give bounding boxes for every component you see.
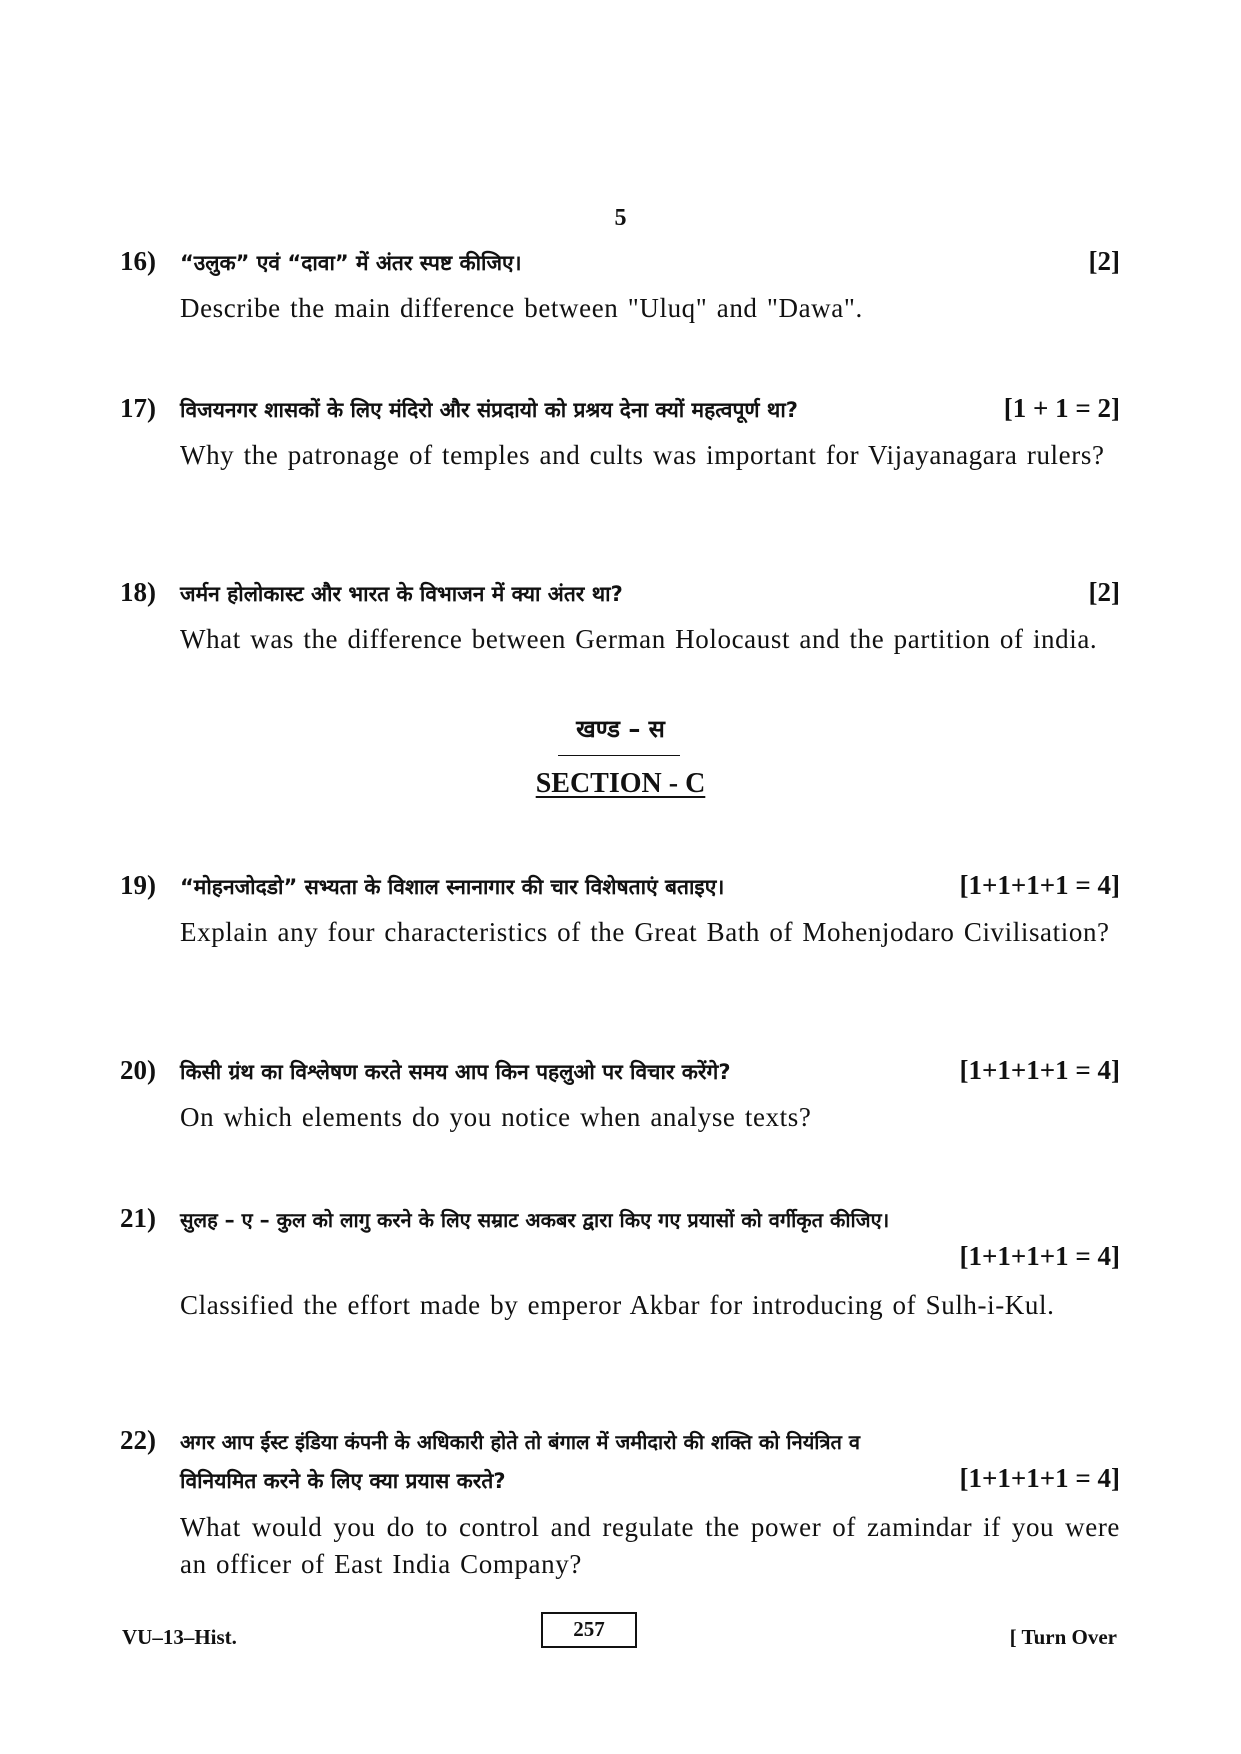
question-22 (120, 1425, 1120, 1595)
question-number: 17) (120, 393, 156, 423)
question-17 (120, 393, 1120, 513)
question-marks: [1+1+1+1 = 4] (959, 870, 1120, 900)
question-english-text: What would you do to control and regulate the power of zamindar if you were an officer of East India Company? (180, 1512, 1120, 1579)
question-marks: [2] (1088, 577, 1120, 607)
question-hindi-text: किसी ग्रंथ का विश्लेषण करते समय आप किन पहलुओ पर विचार करेंगे? (180, 1060, 731, 1084)
question-english-text: Why the patronage of temples and cults was important for Vijayanagara rulers? (180, 440, 1105, 470)
question-english-text: Explain any four characteristics of the Great Bath of Mohenjodaro Civilisation? (180, 917, 1110, 947)
question-number: 19) (120, 870, 156, 900)
section-divider (558, 755, 680, 756)
question-english-text: On which elements do you notice when analyse texts? (180, 1102, 812, 1132)
turn-over-note: [ Turn Over (1009, 1625, 1117, 1649)
question-number: 22) (120, 1425, 156, 1455)
question-number: 18) (120, 577, 156, 607)
section-title: SECTION - C (535, 768, 706, 799)
question-21 (120, 1203, 1120, 1363)
question-marks: [1 + 1 = 2] (1003, 393, 1120, 423)
question-16 (120, 246, 1120, 326)
page-number: 5 (614, 205, 627, 231)
paper-code: VU–13–Hist. (122, 1625, 237, 1649)
question-20 (120, 1055, 1120, 1135)
question-hindi-text: विजयनगर शासकों के लिए मंदिरो और संप्रदायो को प्रश्रय देना क्यों महत्वपूर्ण था? (180, 398, 798, 422)
sheet-number-box: 257 (541, 1612, 637, 1648)
question-number: 20) (120, 1055, 156, 1085)
question-hindi-text-line2: विनियमित करने के लिए क्या प्रयास करते? (180, 1469, 506, 1493)
question-18 (120, 577, 1120, 697)
question-hindi-text: अगर आप ईस्ट इंडिया कंपनी के अधिकारी होते तो बंगाल में जमीदारो की शक्ति को नियंत्रित व (180, 1430, 861, 1454)
question-marks: [1+1+1+1 = 4] (959, 1463, 1120, 1493)
question-hindi-text: “मोहनजोदडो” सभ्यता के विशाल स्नानागार की चार विशेषताएं बताइए। (180, 875, 725, 899)
question-number: 21) (120, 1203, 156, 1233)
question-19 (120, 870, 1120, 990)
question-marks: [1+1+1+1 = 4] (959, 1241, 1120, 1271)
question-english-text: What was the difference between German Holocaust and the partition of india. (180, 624, 1098, 654)
question-english-text: Describe the main difference between "Uluq" and "Dawa". (180, 293, 863, 323)
section-title-hindi: खण्ड – स (576, 715, 665, 743)
question-hindi-text: “उलुक” एवं “दावा” में अंतर स्पष्ट कीजिए। (180, 251, 522, 275)
question-marks: [2] (1088, 246, 1120, 276)
question-english-text: Classified the effort made by emperor Akbar for introducing of Sulh-i-Kul. (180, 1290, 1055, 1320)
question-hindi-text: जर्मन होलोकास्ट और भारत के विभाजन में क्या अंतर था? (180, 582, 623, 606)
question-marks: [1+1+1+1 = 4] (959, 1055, 1120, 1085)
question-hindi-text: सुलह – ए – कुल को लागु करने के लिए सम्राट अकबर द्वारा किए गए प्रयासों को वर्गीकृत कीजिए। (180, 1208, 890, 1232)
question-number: 16) (120, 246, 156, 276)
